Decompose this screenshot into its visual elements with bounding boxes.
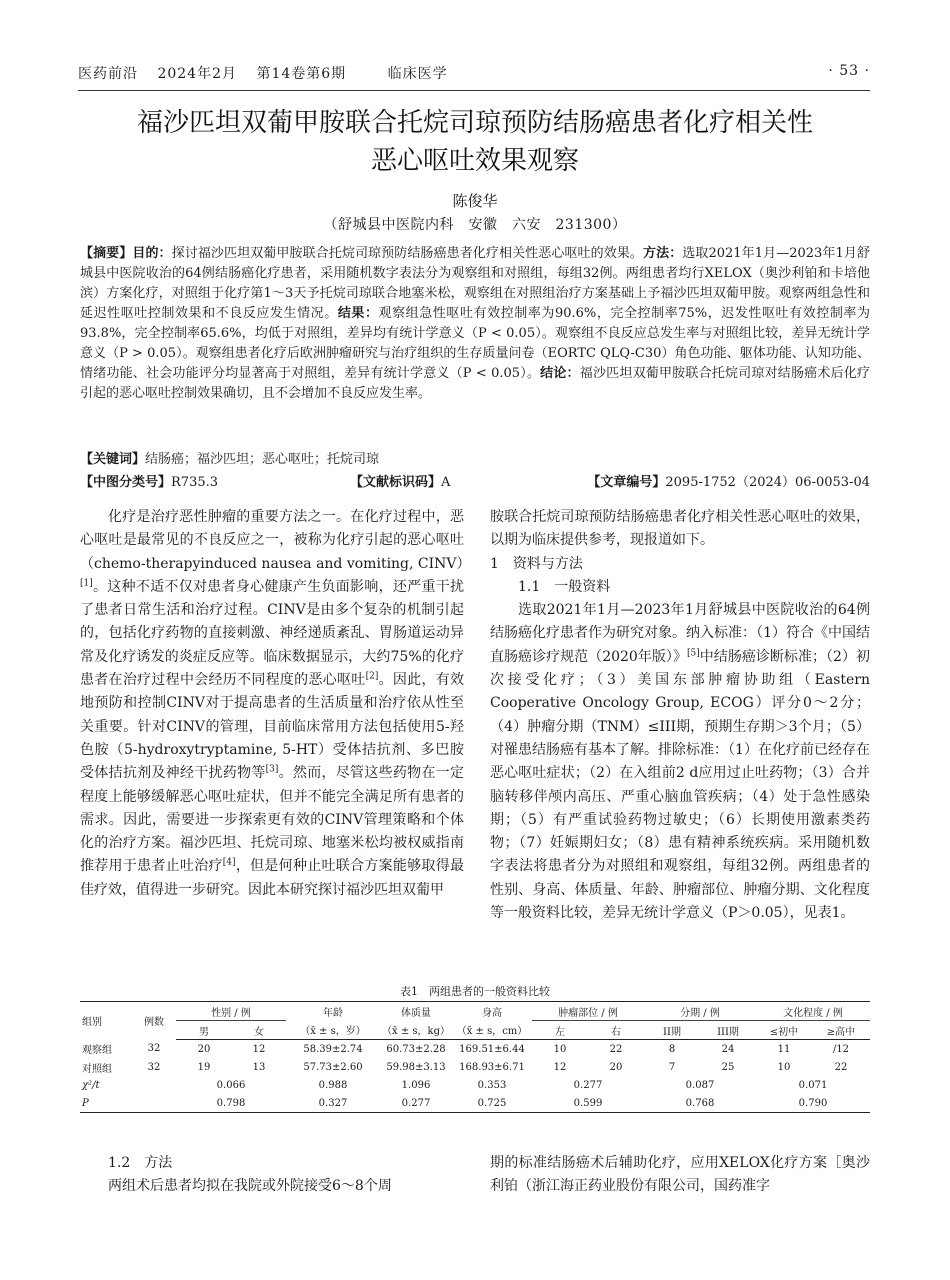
table-row xyxy=(80,1094,870,1113)
th-left: 左 xyxy=(532,1021,588,1040)
classification-line xyxy=(80,471,870,491)
keywords-label: 【关键词】 xyxy=(80,452,146,467)
body-column-right xyxy=(490,506,870,925)
intro-text: 。这种不适不仅对患者身心健康产生负面影响，还严重干扰了患者日常生活和治疗过程。CINV是由多个复杂的机制引起的，包括化疗药物的直接刺激、神经递质紊乱、胃肠道运动异常及化疗诱发的炎症反应等。临床数据显示，大约75%的化疗患者在治疗过程中会经历不同程度的恶心呕吐 xyxy=(80,578,464,689)
th-female: 女 xyxy=(232,1021,286,1040)
body-column-left xyxy=(80,506,471,902)
clc-code xyxy=(80,471,218,490)
table-cell: P xyxy=(80,1094,132,1113)
methods-paragraph: 两组术后患者均拟在我院或外院接受6～8个周 xyxy=(108,1178,392,1195)
table-cell: 0.353 xyxy=(477,1079,507,1091)
table-cell: 观察组 xyxy=(82,1045,112,1057)
table-cell: 22 xyxy=(834,1061,848,1073)
keywords-text: 结肠癌；福沙匹坦；恶心呕吐；托烷司琼 xyxy=(145,452,380,467)
table-cell: 8 xyxy=(668,1043,676,1055)
th-stage-ii: II期 xyxy=(644,1021,700,1040)
th-weight-unit: （x̄ ± s，kg） xyxy=(380,1021,452,1040)
article-number xyxy=(587,471,870,490)
table-cell: χ²/t xyxy=(82,1079,100,1091)
table-cell: 11 xyxy=(777,1043,791,1055)
table-cell: 20 xyxy=(609,1061,623,1073)
abstract-purpose: 探讨福沙匹坦双葡甲胺联合托烷司琼预防结肠癌患者化疗相关性恶心呕吐的效果。 xyxy=(171,246,644,261)
th-male: 男 xyxy=(176,1021,232,1040)
table-row xyxy=(80,1040,870,1059)
doc-code xyxy=(350,471,450,490)
th-edu-low: ≤初中 xyxy=(756,1021,812,1040)
th-edu-high: ≥高中 xyxy=(812,1021,870,1040)
header-divider xyxy=(78,90,870,91)
abstract-methods: 选取2021年1月—2023年1月舒城县中医院收治的64例结肠癌化疗患者，采用随机数字表法分为观察组和对照组，每组32例。两组患者均行XELOX（奥沙利铂和卡培他滨）方案化疗，对照组于化疗第1～3天予托烷司琼联合地塞米松，观察组在对照组治疗方案基础上予福沙匹坦双葡甲胺。观察两组急性和延迟性呕吐控制效果和不良反应发生情况。 xyxy=(80,246,870,321)
materials-paragraph xyxy=(490,599,870,925)
abstract-results-label: 结果： xyxy=(337,306,379,321)
table-cell: 0.790 xyxy=(756,1094,870,1113)
clc-label: 【中图分类号】 xyxy=(80,475,172,490)
th-age: 年龄 xyxy=(286,1002,380,1021)
table-cell: 12 xyxy=(553,1061,567,1073)
table-cell: 169.51±6.44 xyxy=(459,1043,525,1055)
intro-text: 化疗是治疗恶性肿瘤的重要方法之一。在化疗过程中，恶心呕吐是最常见的不良反应之一，被称为化疗引起的恶心呕吐（chemo-therapyinduced nausea and vomiting, CINV） xyxy=(80,509,471,572)
table-cell: 168.93±6.71 xyxy=(459,1061,525,1073)
abstract-purpose-label: 目的： xyxy=(132,246,172,261)
table-cell: /12 xyxy=(832,1043,850,1055)
journal-name: 医药前沿 xyxy=(78,66,138,82)
table-cell: 1.096 xyxy=(401,1079,431,1091)
citation: [3] xyxy=(265,764,279,775)
table-cell: 20 xyxy=(197,1043,211,1055)
table-general-data xyxy=(80,1001,870,1113)
table-cell: 13 xyxy=(252,1061,266,1073)
table-cell: 24 xyxy=(721,1043,735,1055)
clc-value: R735.3 xyxy=(171,475,219,490)
th-right: 右 xyxy=(588,1021,644,1040)
table-cell: 32 xyxy=(147,1061,161,1073)
methods-continued: 期的标准结肠癌术后辅助化疗，应用XELOX化疗方案［奥沙利铂（浙江海正药业股份有限公司，国药准字 xyxy=(490,1155,870,1195)
table-header-row xyxy=(80,1002,870,1021)
art-value: 2095-1752（2024）06-0053-04 xyxy=(665,475,870,490)
intro-paragraph xyxy=(80,506,471,902)
affiliation: （舒城县中医院内科 安徽 六安 231300） xyxy=(323,217,627,233)
table-row xyxy=(80,1076,870,1094)
body-column-left-bottom xyxy=(80,1152,464,1199)
table-cell: 32 xyxy=(147,1043,161,1055)
volume: 第14卷第6期 xyxy=(256,66,347,82)
table-cell: 58.39±2.74 xyxy=(303,1043,363,1055)
th-height-unit: （x̄ ± s，cm） xyxy=(452,1021,532,1040)
table-cell: 25 xyxy=(721,1061,735,1073)
article-title xyxy=(60,104,890,180)
table-cell: 0.277 xyxy=(380,1094,452,1113)
citation: [4] xyxy=(222,857,236,868)
section-name: 临床医学 xyxy=(387,66,448,82)
th-stage-iii: III期 xyxy=(700,1021,756,1040)
intro-text: 。然而，尽管这些药物在一定程度上能够缓解恶心呕吐症状，但并不能完全满足所有患者的需求。因此，需要进一步探索更有效的CINV管理策略和个体化的治疗方案。福沙匹坦、托烷司琼、地塞米松均被权威指南推荐用于患者止吐治疗 xyxy=(80,765,464,875)
th-group: 组别 xyxy=(80,1002,132,1040)
section-heading: 1 资料与方法 xyxy=(490,555,583,572)
th-sex: 性别 / 例 xyxy=(176,1002,286,1021)
abstract-conclusion: 福沙匹坦双葡甲胺联合托烷司琼对结肠癌术后化疗引起的恶心呕吐控制效果确切，且不会增加不良反应发生率。 xyxy=(80,366,870,401)
issue-date: 2024年2月 xyxy=(157,66,237,82)
body-column-right-bottom xyxy=(490,1152,870,1199)
table-cell: 0.327 xyxy=(286,1094,380,1113)
table-cell: 0.087 xyxy=(685,1079,715,1091)
th-age-unit: （x̄ ± s，岁） xyxy=(286,1021,380,1040)
table-cell: 59.98±3.13 xyxy=(386,1061,446,1073)
table-cell: 0.768 xyxy=(644,1094,756,1113)
page-number: · 53 · xyxy=(828,63,870,79)
title-line: 福沙匹坦双葡甲胺联合托烷司琼预防结肠癌患者化疗相关性 xyxy=(136,108,813,138)
table-subheader-row xyxy=(80,1021,870,1040)
table-cell: 60.73±2.28 xyxy=(386,1043,446,1055)
table-cell: 10 xyxy=(553,1043,567,1055)
art-label: 【文章编号】 xyxy=(587,475,666,490)
table-cell: 10 xyxy=(777,1061,791,1073)
citation: [5] xyxy=(686,648,700,659)
table-cell: 19 xyxy=(197,1061,211,1073)
subsection-heading: 1.2 方法 xyxy=(108,1155,173,1171)
table-cell: 57.73±2.60 xyxy=(303,1061,363,1073)
keywords xyxy=(80,448,870,467)
table-cell: 对照组 xyxy=(82,1063,112,1075)
author: 陈俊华 xyxy=(452,192,498,210)
th-height: 身高 xyxy=(452,1002,532,1021)
th-weight: 体质量 xyxy=(380,1002,452,1021)
th-count: 例数 xyxy=(132,1002,176,1040)
header-left xyxy=(78,63,462,83)
table-cell: 12 xyxy=(252,1043,266,1055)
th-site: 肿瘤部位 / 例 xyxy=(532,1002,644,1021)
table-row xyxy=(80,1058,870,1076)
materials-text: 选取2021年1月—2023年1月舒城县中医院收治的64例结肠癌化疗患者作为研究对象。纳入标准：（1）符合《中国结直肠癌诊疗规范（2020年版）》 xyxy=(490,602,870,665)
th-stage: 分期 / 例 xyxy=(644,1002,756,1021)
citation: [1] xyxy=(80,578,93,589)
table-cell: 0.066 xyxy=(216,1079,246,1091)
intro-text: ，但是何种止吐联合方案能够取得最佳疗效，值得进一步研究。因此本研究探讨福沙匹坦双葡甲 xyxy=(80,858,465,898)
abstract-results: 观察组急性呕吐有效控制率为90.6%，完全控制率75%，迟发性呕吐有效控制率为93.8%，完全控制率65.6%，均低于对照组，差异均有统计学意义（P < 0.05）。观察组不良反应总发生率与对照组比较，差异无统计学意义（P > 0.05）。观察组患者化疗后欧洲肿瘤研究与治疗组织的生存质量问卷（EORTC QLQ-C30）角色功能、躯体功能、认知功能、情绪功能、社会功能评分均显著高于对照组，差异有统计学意义（P < 0.05）。 xyxy=(80,306,870,381)
abstract-conclusion-label: 结论： xyxy=(540,366,580,381)
running-header xyxy=(78,63,870,85)
table-cell: 0.725 xyxy=(452,1094,532,1113)
doc-value: A xyxy=(441,475,451,490)
intro-continued: 胺联合托烷司琼预防结肠癌患者化疗相关性恶心呕吐的效果，以期为临床提供参考，现报道如下。 xyxy=(490,509,870,549)
table-cell: 0.798 xyxy=(176,1094,286,1113)
table-cell: 0.599 xyxy=(532,1094,644,1113)
intro-text: 。因此，有效地预防和控制CINV对于提高患者的生活质量和治疗依从性至关重要。针对CINV的管理，目前临床常用方法包括使用5-羟色胺（5-hydroxytryptamine, 5-HT）受体拮抗剂、多巴胺受体拮抗剂及神经干扰药物等 xyxy=(80,672,465,782)
table-cell: 0.277 xyxy=(573,1079,603,1091)
abstract xyxy=(80,244,870,404)
table-caption: 表1 两组患者的一般资料比较 xyxy=(400,985,550,998)
table-cell: 22 xyxy=(609,1043,623,1055)
title-line: 恶心呕吐效果观察 xyxy=(370,146,579,176)
abstract-methods-label: 方法： xyxy=(643,246,683,261)
subsection-heading: 1.1 一般资料 xyxy=(518,578,611,595)
abstract-label: 【摘要】 xyxy=(80,246,133,261)
th-education: 文化程度 / 例 xyxy=(756,1002,870,1021)
table-cell: 7 xyxy=(668,1061,676,1073)
table-cell: 0.071 xyxy=(798,1079,828,1091)
citation: [2] xyxy=(365,671,379,682)
table-cell: 0.988 xyxy=(318,1079,348,1091)
doc-label: 【文献标识码】 xyxy=(350,475,442,490)
materials-text: 中结肠癌诊断标准；（2）初次接受化疗；（3）美国东部肿瘤协助组（Eastern Cooperative Oncology Group, ECOG）评分0～2分；（4）肿瘤分期（TNM）≤III期，预期生存期＞3个月；（5）对罹患结肠癌有基本了解。排除标准：（1）在化疗前已经存在恶心呕吐症状；（2）在入组前2 d应用过止吐药物；（3）合并脑转移伴颅内高压、严重心脑血管疾病；（4）处于急性感染期；（5）有严重试验药物过敏史；（6）长期使用激素类药物；（7）妊娠期妇女；（8）患有精神系统疾病。采用随机数字表法将患者分为对照组和观察组，每组32例。两组患者的性别、身高、体质量、年龄、肿瘤部位、肿瘤分期、文化程度等一般资料比较，差异无统计学意义（P＞0.05），见表1。 xyxy=(490,648,870,922)
